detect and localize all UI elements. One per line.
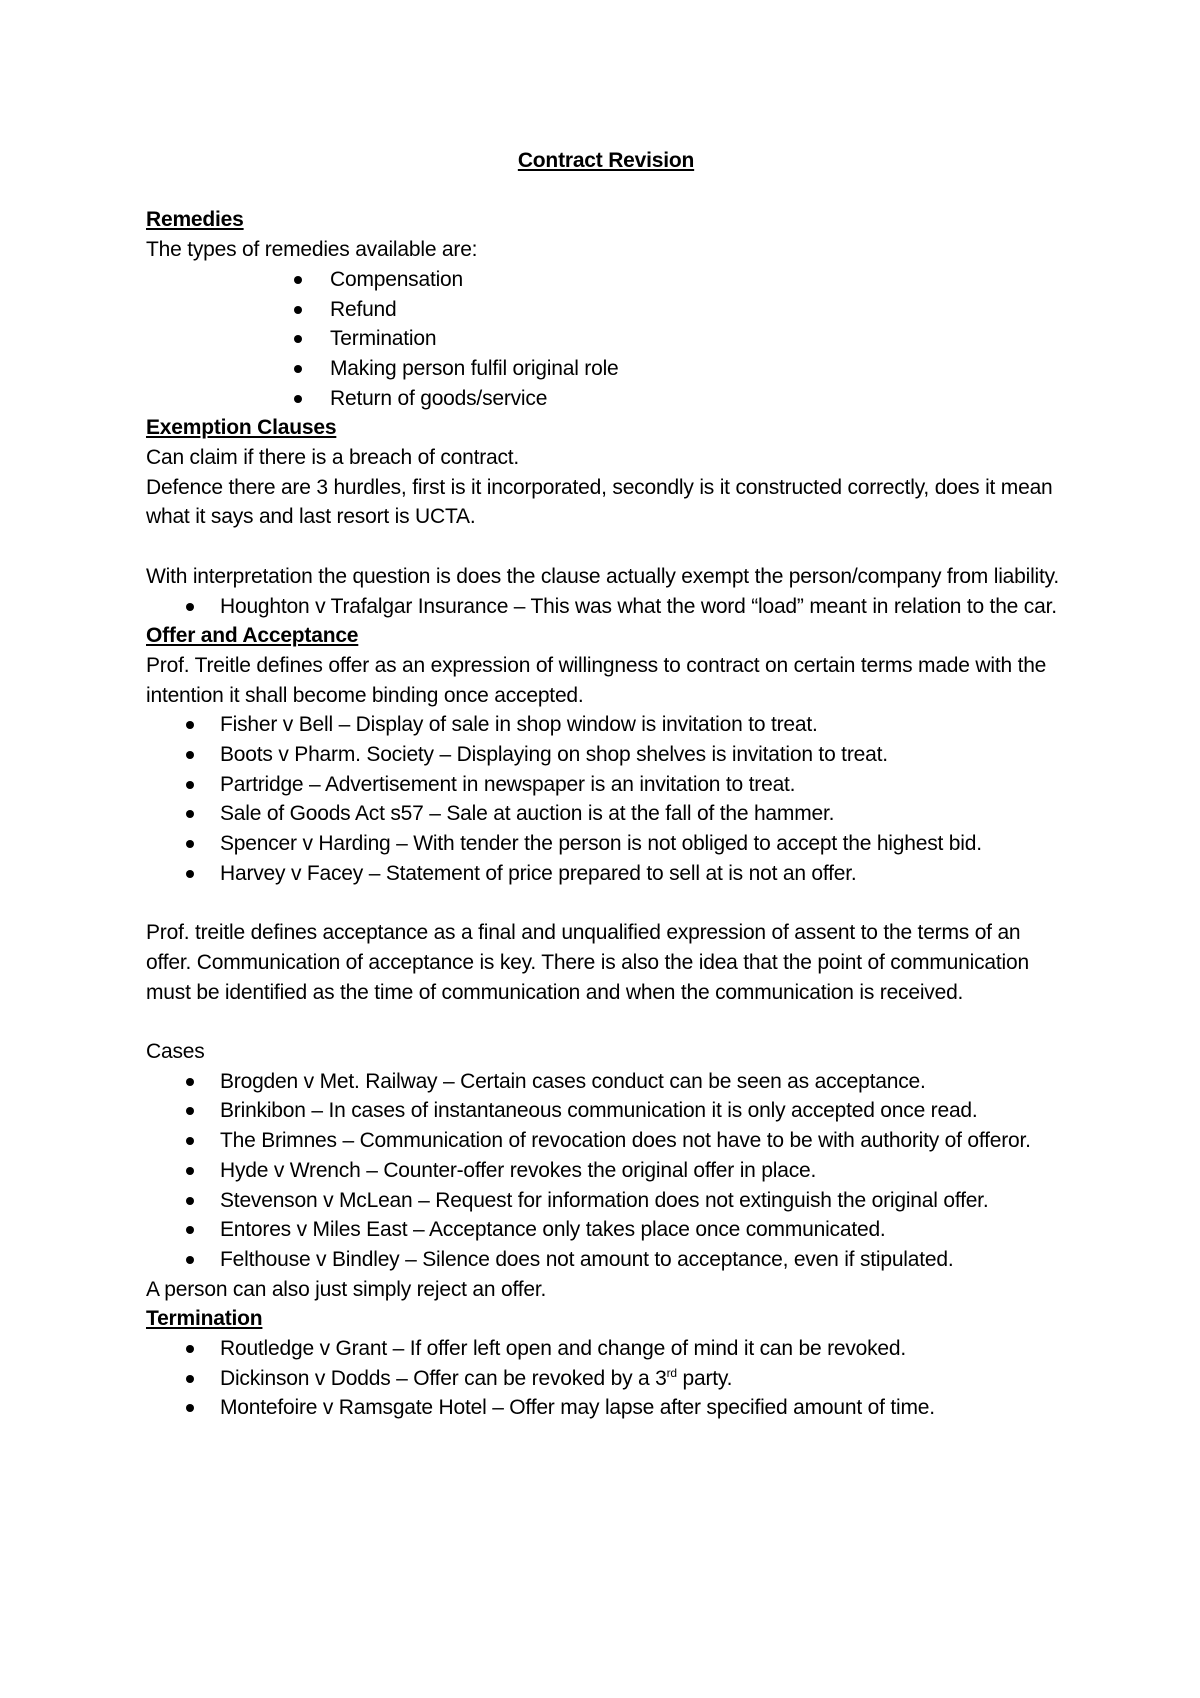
list-item: Montefoire v Ramsgate Hotel – Offer may lapse after specified amount of time. bbox=[146, 1393, 1066, 1423]
list-item: Termination bbox=[146, 324, 1066, 354]
termination-list bbox=[146, 1334, 1066, 1423]
list-item: Spencer v Harding – With tender the person is not obliged to accept the highest bid. bbox=[146, 829, 1066, 859]
list-item-text: party. bbox=[676, 1366, 733, 1390]
offer-heading: Offer and Acceptance bbox=[146, 624, 359, 648]
list-item: Making person fulfil original role bbox=[146, 354, 1066, 384]
list-item: Felthouse v Bindley – Silence does not amount to acceptance, even if stipulated. bbox=[146, 1245, 1066, 1275]
paragraph: A person can also just simply reject an offer. bbox=[146, 1277, 547, 1301]
list-item bbox=[146, 1364, 1066, 1394]
page-title: Contract Revision bbox=[517, 149, 695, 172]
ordinal-suffix: rd bbox=[666, 1365, 677, 1380]
list-item: Return of goods/service bbox=[146, 384, 1066, 414]
list-item: Fisher v Bell – Display of sale in shop window is invitation to treat. bbox=[146, 710, 1066, 740]
remedies-heading: Remedies bbox=[146, 208, 244, 232]
list-item: Sale of Goods Act s57 – Sale at auction is at the fall of the hammer. bbox=[146, 799, 1066, 829]
list-item: The Brimnes – Communication of revocation does not have to be with authority of offeror. bbox=[146, 1126, 1066, 1156]
paragraph: With interpretation the question is does the clause actually exempt the person/company from liability. bbox=[146, 564, 1060, 588]
exemption-list bbox=[146, 592, 1066, 622]
list-item: Partridge – Advertisement in newspaper is an invitation to treat. bbox=[146, 770, 1066, 800]
list-item: Refund bbox=[146, 295, 1066, 325]
paragraph: Can claim if there is a breach of contract. bbox=[146, 446, 520, 470]
list-item: Brinkibon – In cases of instantaneous communication it is only accepted once read. bbox=[146, 1096, 1066, 1126]
list-item: Harvey v Facey – Statement of price prepared to sell at is not an offer. bbox=[146, 859, 1066, 889]
paragraph: Prof. Treitle defines offer as an expression of willingness to contract on certain terms made with the intention it shall become binding once accepted. bbox=[146, 653, 1047, 707]
paragraph: Prof. treitle defines acceptance as a final and unqualified expression of assent to the terms of an offer. Communication of acceptance is key. There is also the idea that the point of communication must be identified as the time of communication and when the communication is received. bbox=[146, 921, 1029, 1004]
list-item: Hyde v Wrench – Counter-offer revokes the original offer in place. bbox=[146, 1156, 1066, 1186]
list-item: Houghton v Trafalgar Insurance – This was what the word “load” meant in relation to the car. bbox=[146, 592, 1066, 622]
list-item: Stevenson v McLean – Request for information does not extinguish the original offer. bbox=[146, 1186, 1066, 1216]
paragraph: Defence there are 3 hurdles, first is it incorporated, secondly is it constructed correctly, does it mean what it says and last resort is UCTA. bbox=[146, 475, 1053, 529]
list-item: Entores v Miles East – Acceptance only takes place once communicated. bbox=[146, 1215, 1066, 1245]
list-item: Routledge v Grant – If offer left open and change of mind it can be revoked. bbox=[146, 1334, 1066, 1364]
list-item: Compensation bbox=[146, 265, 1066, 295]
offer-list bbox=[146, 710, 1066, 888]
exemption-heading: Exemption Clauses bbox=[146, 416, 337, 440]
remedies-intro: The types of remedies available are: bbox=[146, 238, 478, 262]
list-item-text: Dickinson v Dodds – Offer can be revoked by a 3 bbox=[220, 1366, 667, 1390]
cases-label: Cases bbox=[146, 1040, 205, 1064]
document-body bbox=[146, 146, 1066, 1423]
list-item: Boots v Pharm. Society – Displaying on shop shelves is invitation to treat. bbox=[146, 740, 1066, 770]
cases-list bbox=[146, 1067, 1066, 1275]
list-item: Brogden v Met. Railway – Certain cases conduct can be seen as acceptance. bbox=[146, 1067, 1066, 1097]
termination-heading: Termination bbox=[146, 1307, 263, 1331]
remedies-list bbox=[146, 265, 1066, 414]
